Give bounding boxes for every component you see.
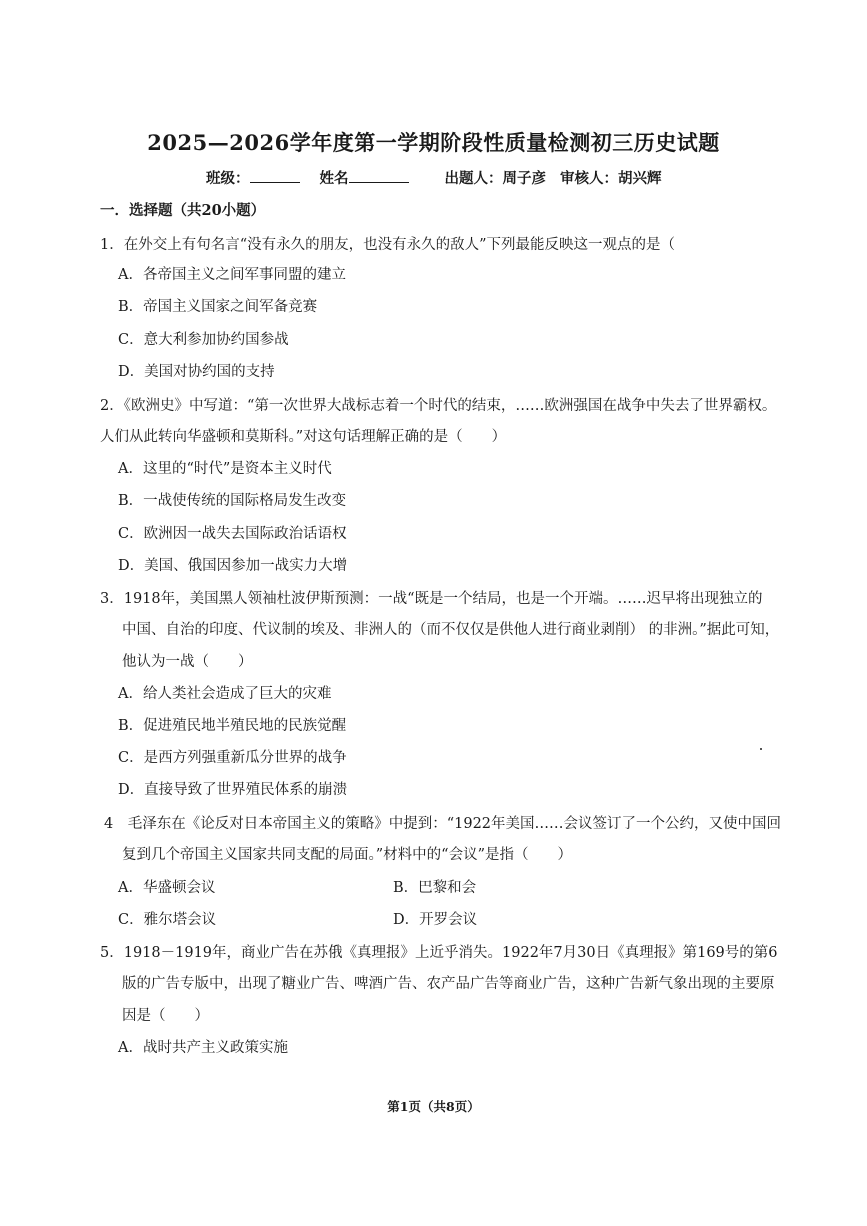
page-footer: 第1页（共8页） [387,1099,480,1114]
section-heading: 一．选择题（共20小题） [100,202,266,219]
author-label: 出题人：周子彦 [444,170,546,187]
header-info-line [206,167,662,188]
page-title: 2025—2026学年度第一学期阶段性质量检测初三历史试题 [147,130,720,155]
question-2-text-line-2: 人们从此转向华盛顿和莫斯科。”对这句话理解正确的是（ ） [100,429,507,445]
name-label: 姓名 [319,170,349,187]
question-2-option-a: A．这里的“时代”是资本主义时代 [118,461,332,477]
question-4-option-c: C．雅尔塔会议 [118,912,217,928]
question-3-text-line-2: 中国、自治的印度、代议制的埃及、非洲人的（而不仅仅是供他人进行商业剥削） 的非洲。”据此可知， [122,622,780,638]
question-1-option-b: B．帝国主义国家之间军备竞赛 [118,299,318,315]
reviewer-label: 审核人：胡兴辉 [560,170,662,187]
question-2-text-line-1: 2．《欧洲史》中写道：“第一次世界大战标志着一个时代的结束，……欧洲强国在战争中失去了世界霸权。 [100,398,777,414]
question-3-option-d: D．直接导致了世界殖民体系的崩溃 [118,782,348,798]
question-2-option-d: D．美国、俄国因参加一战实力大增 [118,558,348,574]
question-3-text-line-3: 他认为一战（ ） [122,654,253,670]
class-label: 班级： [206,170,250,187]
question-1-option-a: A．各帝国主义之间军事同盟的建立 [118,267,346,283]
question-4-option-b: B．巴黎和会 [393,880,477,896]
question-1-option-d: D．美国对协约国的支持 [118,364,275,380]
question-3-option-a: A．给人类社会造成了巨大的灾难 [118,686,332,702]
question-3-option-c: C．是西方列强重新瓜分世界的战争 [118,750,347,766]
question-5-text-line-3: 因是（ ） [122,1008,209,1024]
scan-speck [760,748,762,750]
class-blank [250,168,300,183]
question-1-option-c: C．意大利参加协约国参战 [118,332,289,348]
question-4-option-a: A．华盛顿会议 [118,880,216,896]
question-2-option-c: C．欧洲因一战失去国际政治话语权 [118,526,347,542]
question-5-text-line-2: 版的广告专版中，出现了糖业广告、啤酒广告、农产品广告等商业广告，这种广告新气象出现的主要原 [122,976,775,992]
question-2-option-b: B．一战使传统的国际格局发生改变 [118,493,347,509]
question-5-text-line-1: 5．1918－1919年，商业广告在苏俄《真理报》上近乎消失。1922年7月30日《真理报》第169号的第6 [100,945,778,961]
question-4-text-line-1: 4 毛泽东在《论反对日本帝国主义的策略》中提到：“1922年美国……会议签订了一个公约，又使中国回 [104,816,782,832]
question-3-text-line-1: 3．1918年，美国黑人领袖杜波伊斯预测：一战“既是一个结局，也是一个开端。……迟早将出现独立的 [100,591,763,607]
question-4-option-d: D．开罗会议 [393,912,478,928]
name-blank [349,168,409,183]
question-1-text: 1．在外交上有句名言“没有永久的朋友，也没有永久的敌人”下列最能反映这一观点的是（ [100,237,676,253]
question-5-option-a: A．战时共产主义政策实施 [118,1040,288,1056]
question-3-option-b: B．促进殖民地半殖民地的民族觉醒 [118,718,347,734]
question-4-text-line-2: 复到几个帝国主义国家共同支配的局面。”材料中的“会议”是指（ ） [122,847,572,863]
